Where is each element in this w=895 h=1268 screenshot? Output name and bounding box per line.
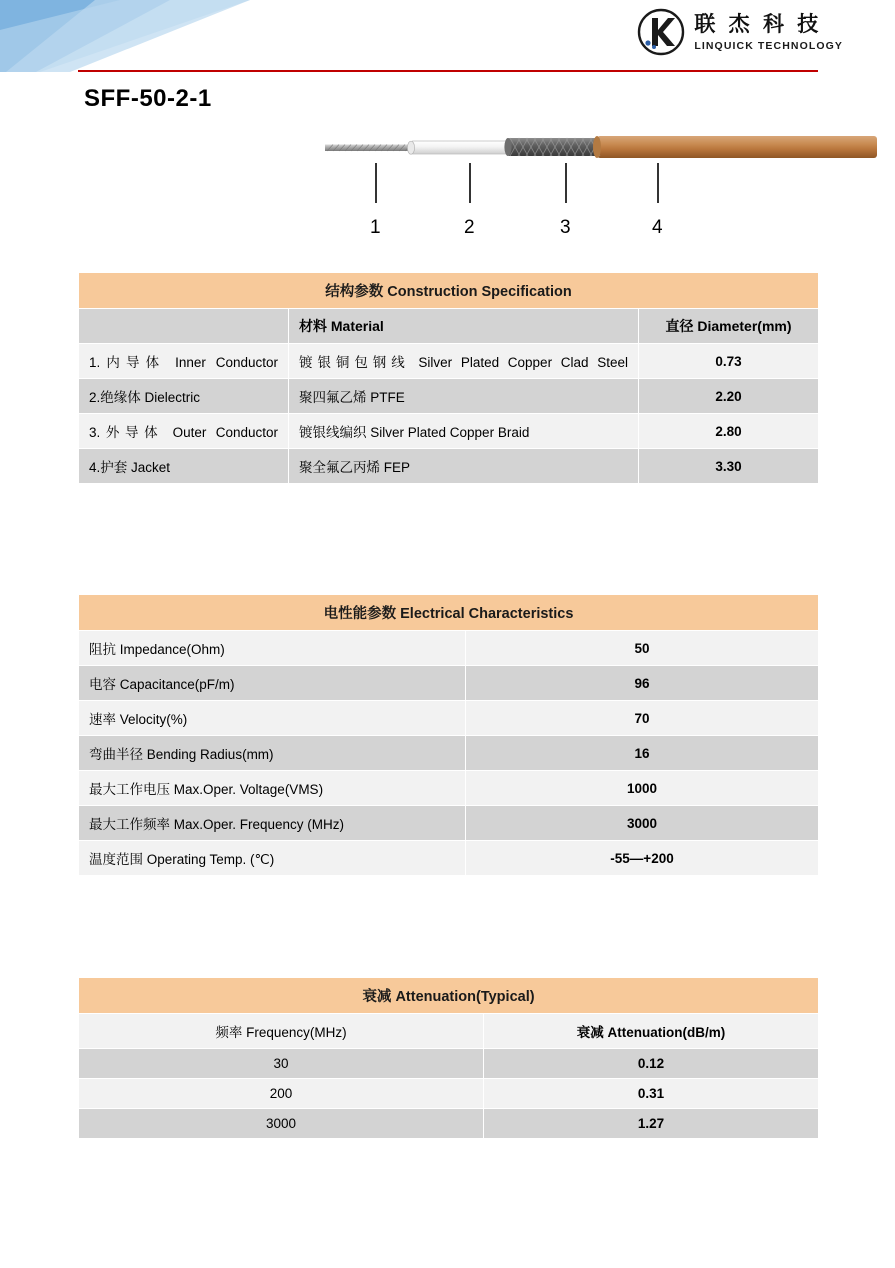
- attenuation-value-3: 1.27: [484, 1109, 819, 1139]
- attenuation-value-1: 0.12: [484, 1049, 819, 1079]
- construction-diameter-4: 3.30: [639, 449, 819, 484]
- table-row: [79, 1109, 819, 1139]
- diagram-callout-numbers: [0, 217, 895, 247]
- attenuation-header-attenuation: 衰减 Attenuation(dB/m): [484, 1014, 819, 1049]
- electrical-label-operating-temp: 温度范围 Operating Temp. (℃): [79, 841, 466, 876]
- construction-material-3: 镀银线编织 Silver Plated Copper Braid: [289, 414, 639, 449]
- electrical-value-operating-temp: -55—+200: [466, 841, 819, 876]
- table-row: [79, 666, 819, 701]
- electrical-value-bending-radius: 16: [466, 736, 819, 771]
- construction-diameter-2: 2.20: [639, 379, 819, 414]
- attenuation-header-frequency: 频率 Frequency(MHz): [79, 1014, 484, 1049]
- header-divider: [78, 70, 818, 72]
- table-row: [79, 379, 819, 414]
- callout-number-3: 3: [560, 217, 571, 238]
- linquick-logo-icon: [637, 8, 685, 56]
- electrical-label-capacitance: 电容 Capacitance(pF/m): [79, 666, 466, 701]
- table-row: [79, 841, 819, 876]
- table-row: [79, 771, 819, 806]
- construction-diameter-1: 0.73: [639, 344, 819, 379]
- table-row: [79, 806, 819, 841]
- table-caption-row: [79, 595, 819, 631]
- table-caption-row: [79, 978, 819, 1014]
- construction-header-material: 材料 Material: [289, 309, 639, 344]
- construction-specification-table: [78, 272, 819, 484]
- construction-layer-1: 1.内导体 Inner Conductor: [79, 344, 289, 379]
- construction-material-1: 镀银铜包钢线 Silver Plated Copper Clad Steel: [289, 344, 639, 379]
- cable-cross-section-diagram: [0, 125, 895, 255]
- brand-name-cn: 联 杰 科 技: [694, 12, 822, 37]
- electrical-value-velocity: 70: [466, 701, 819, 736]
- attenuation-value-2: 0.31: [484, 1079, 819, 1109]
- construction-material-2: 聚四氟乙烯 PTFE: [289, 379, 639, 414]
- electrical-table-caption: 电性能参数 Electrical Characteristics: [79, 595, 819, 631]
- construction-table-caption: 结构参数 Construction Specification: [79, 273, 819, 309]
- attenuation-frequency-1: 30: [79, 1049, 484, 1079]
- electrical-label-impedance: 阻抗 Impedance(Ohm): [79, 631, 466, 666]
- page-header: [0, 0, 895, 72]
- electrical-label-velocity: 速率 Velocity(%): [79, 701, 466, 736]
- attenuation-frequency-2: 200: [79, 1079, 484, 1109]
- construction-header-blank: [79, 309, 289, 344]
- construction-diameter-3: 2.80: [639, 414, 819, 449]
- electrical-value-impedance: 50: [466, 631, 819, 666]
- callout-number-1: 1: [370, 217, 381, 238]
- electrical-value-capacitance: 96: [466, 666, 819, 701]
- electrical-value-max-frequency: 3000: [466, 806, 819, 841]
- attenuation-table: [78, 977, 819, 1139]
- page-title: SFF-50-2-1: [84, 85, 212, 112]
- construction-layer-3: 3.外导体 Outer Conductor: [79, 414, 289, 449]
- table-row: [79, 631, 819, 666]
- electrical-label-max-voltage: 最大工作电压 Max.Oper. Voltage(VMS): [79, 771, 466, 806]
- construction-layer-2: 2.绝缘体 Dielectric: [79, 379, 289, 414]
- brand-name-en: LINQUICK TECHNOLOGY: [694, 39, 843, 52]
- electrical-value-max-voltage: 1000: [466, 771, 819, 806]
- table-caption-row: [79, 273, 819, 309]
- table-row: [79, 344, 819, 379]
- table-header-row: [79, 1014, 819, 1049]
- table-header-row: [79, 309, 819, 344]
- table-row: [79, 736, 819, 771]
- table-row: [79, 1079, 819, 1109]
- construction-material-4: 聚全氟乙丙烯 FEP: [289, 449, 639, 484]
- electrical-label-max-frequency: 最大工作频率 Max.Oper. Frequency (MHz): [79, 806, 466, 841]
- callout-number-4: 4: [652, 217, 663, 238]
- table-row: [79, 1049, 819, 1079]
- cable-illustration: [0, 125, 895, 225]
- electrical-characteristics-table: [78, 594, 819, 876]
- table-row: [79, 701, 819, 736]
- attenuation-table-caption: 衰减 Attenuation(Typical): [79, 978, 819, 1014]
- construction-layer-4: 4.护套 Jacket: [79, 449, 289, 484]
- brand-logo: [637, 8, 843, 56]
- attenuation-frequency-3: 3000: [79, 1109, 484, 1139]
- table-row: [79, 414, 819, 449]
- electrical-label-bending-radius: 弯曲半径 Bending Radius(mm): [79, 736, 466, 771]
- callout-number-2: 2: [464, 217, 475, 238]
- table-row: [79, 449, 819, 484]
- construction-header-diameter: 直径 Diameter(mm): [639, 309, 819, 344]
